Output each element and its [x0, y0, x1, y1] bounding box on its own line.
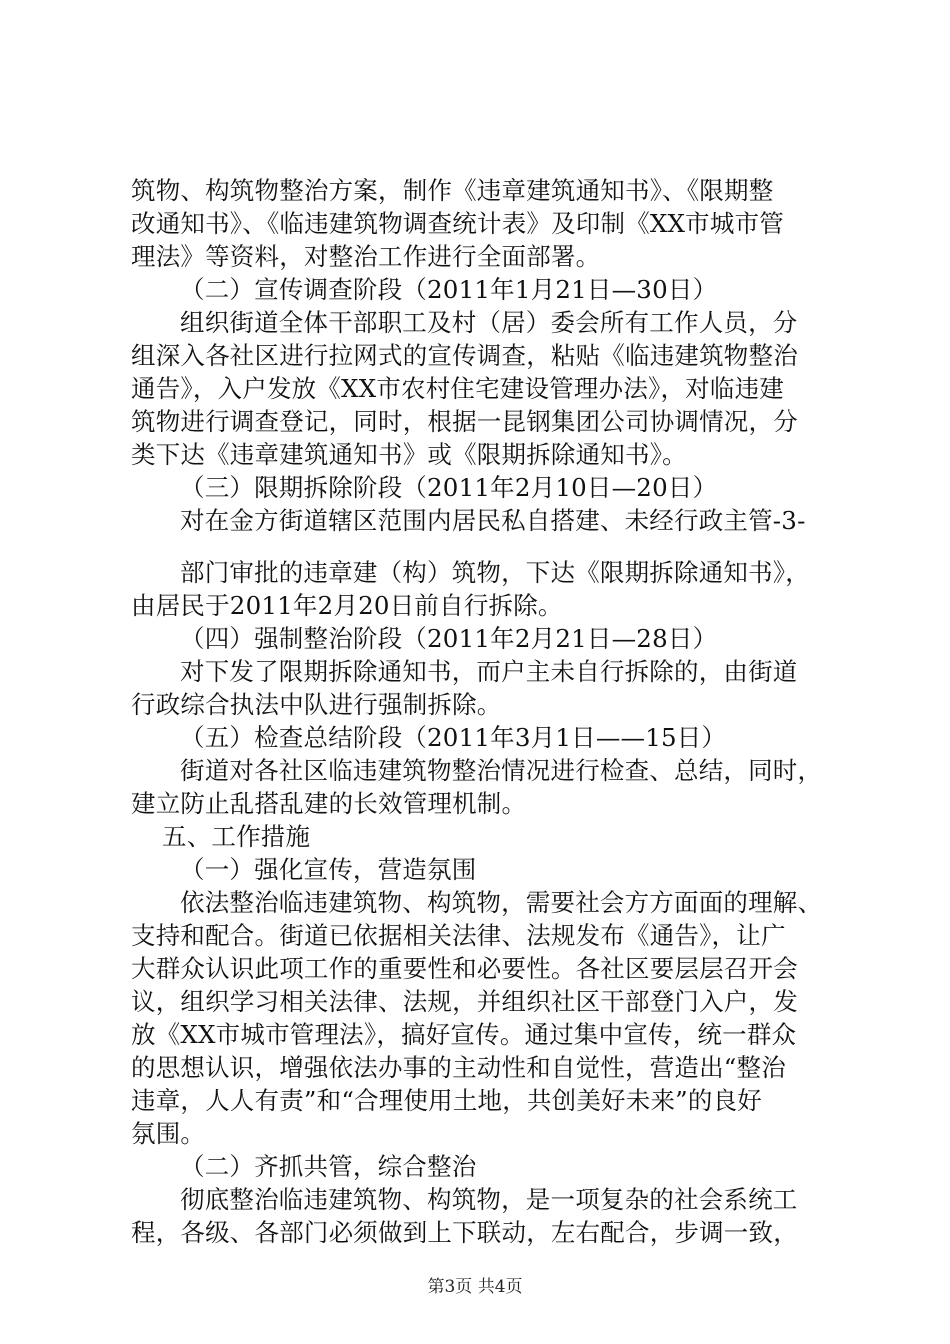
text-line: 大群众认识此项工作的重要性和必要性。各社区要层层召开会 [131, 954, 798, 983]
text-line: 通告》，入户发放《XX市农村住宅建设管理办法》，对临违建 [131, 374, 784, 403]
text-line: 支持和配合。街道已依据相关法律、法规发布《通告》，让广 [131, 921, 786, 950]
text-line: 街道对各社区临违建筑物整治情况进行检查、总结，同时， [180, 756, 823, 785]
text-line: 筑物、构筑物整治方案，制作《违章建筑通知书》、《限期整 [131, 176, 774, 205]
text-line: 改通知书》、《临违建筑物调查统计表》及印制《XX市城市管 [131, 209, 784, 238]
text-line: 程，各级、各部门必须做到上下联动，左右配合，步调一致， [131, 1218, 798, 1247]
text-line: 组深入各社区进行拉网式的宣传调查，粘贴《临违建筑物整治 [131, 341, 798, 370]
section-heading: （四）强制整治阶段（2011年2月21日—28日） [180, 624, 718, 653]
section-heading: （二）齐抓共管，综合整治 [180, 1152, 477, 1181]
text-line: 议，组织学习相关法律、法规，并组织社区干部登门入户，发 [131, 987, 798, 1016]
text-line: 违章，人人有责”和“合理使用土地，共创美好未来”的良好 [131, 1086, 762, 1115]
text-line: 依法整治临违建筑物、构筑物，需要社会方方面面的理解、 [180, 888, 823, 917]
text-line: 筑物进行调查登记，同时，根据一昆钢集团公司协调情况，分 [131, 407, 798, 436]
text-line: 彻底整治临违建筑物、构筑物，是一项复杂的社会系统工 [180, 1185, 798, 1214]
text-line: 类下达《违章建筑通知书》或《限期拆除通知书》。 [131, 440, 687, 469]
text-line: 氛围。 [131, 1119, 206, 1148]
text-line: 理法》等资料，对整治工作进行全面部署。 [131, 242, 601, 271]
text-line: 的思想认识，增强依法办事的主动性和自觉性，营造出“整治 [131, 1053, 786, 1082]
section-heading: （五）检查总结阶段（2011年3月1日——15日） [180, 723, 727, 752]
section-heading: （二）宣传调查阶段（2011年1月21日—30日） [180, 275, 718, 304]
page-footer: 第3页 共4页 [427, 1277, 523, 1297]
text-line: 由居民于2011年2月20日前自行拆除。 [131, 591, 563, 620]
text-line: 放《XX市城市管理法》，搞好宣传。通过集中宣传，统一群众 [131, 1020, 797, 1049]
text-line: 对在金方街道辖区范围内居民私自搭建、未经行政主管-3- [180, 506, 806, 535]
chapter-heading: 五、工作措施 [162, 822, 311, 851]
text-line: 组织街道全体干部职工及村（居）委会所有工作人员，分 [180, 308, 798, 337]
text-line: 对下发了限期拆除通知书，而户主未自行拆除的，由街道 [180, 657, 798, 686]
text-line: 建立防止乱搭乱建的长效管理机制。 [131, 789, 527, 818]
section-heading: （一）强化宣传，营造氛围 [180, 855, 477, 884]
section-heading: （三）限期拆除阶段（2011年2月10日—20日） [180, 473, 718, 502]
text-line: 行政综合执法中队进行强制拆除。 [131, 690, 502, 719]
text-line: 部门审批的违章建（构）筑物，下达《限期拆除通知书》， [180, 558, 810, 587]
